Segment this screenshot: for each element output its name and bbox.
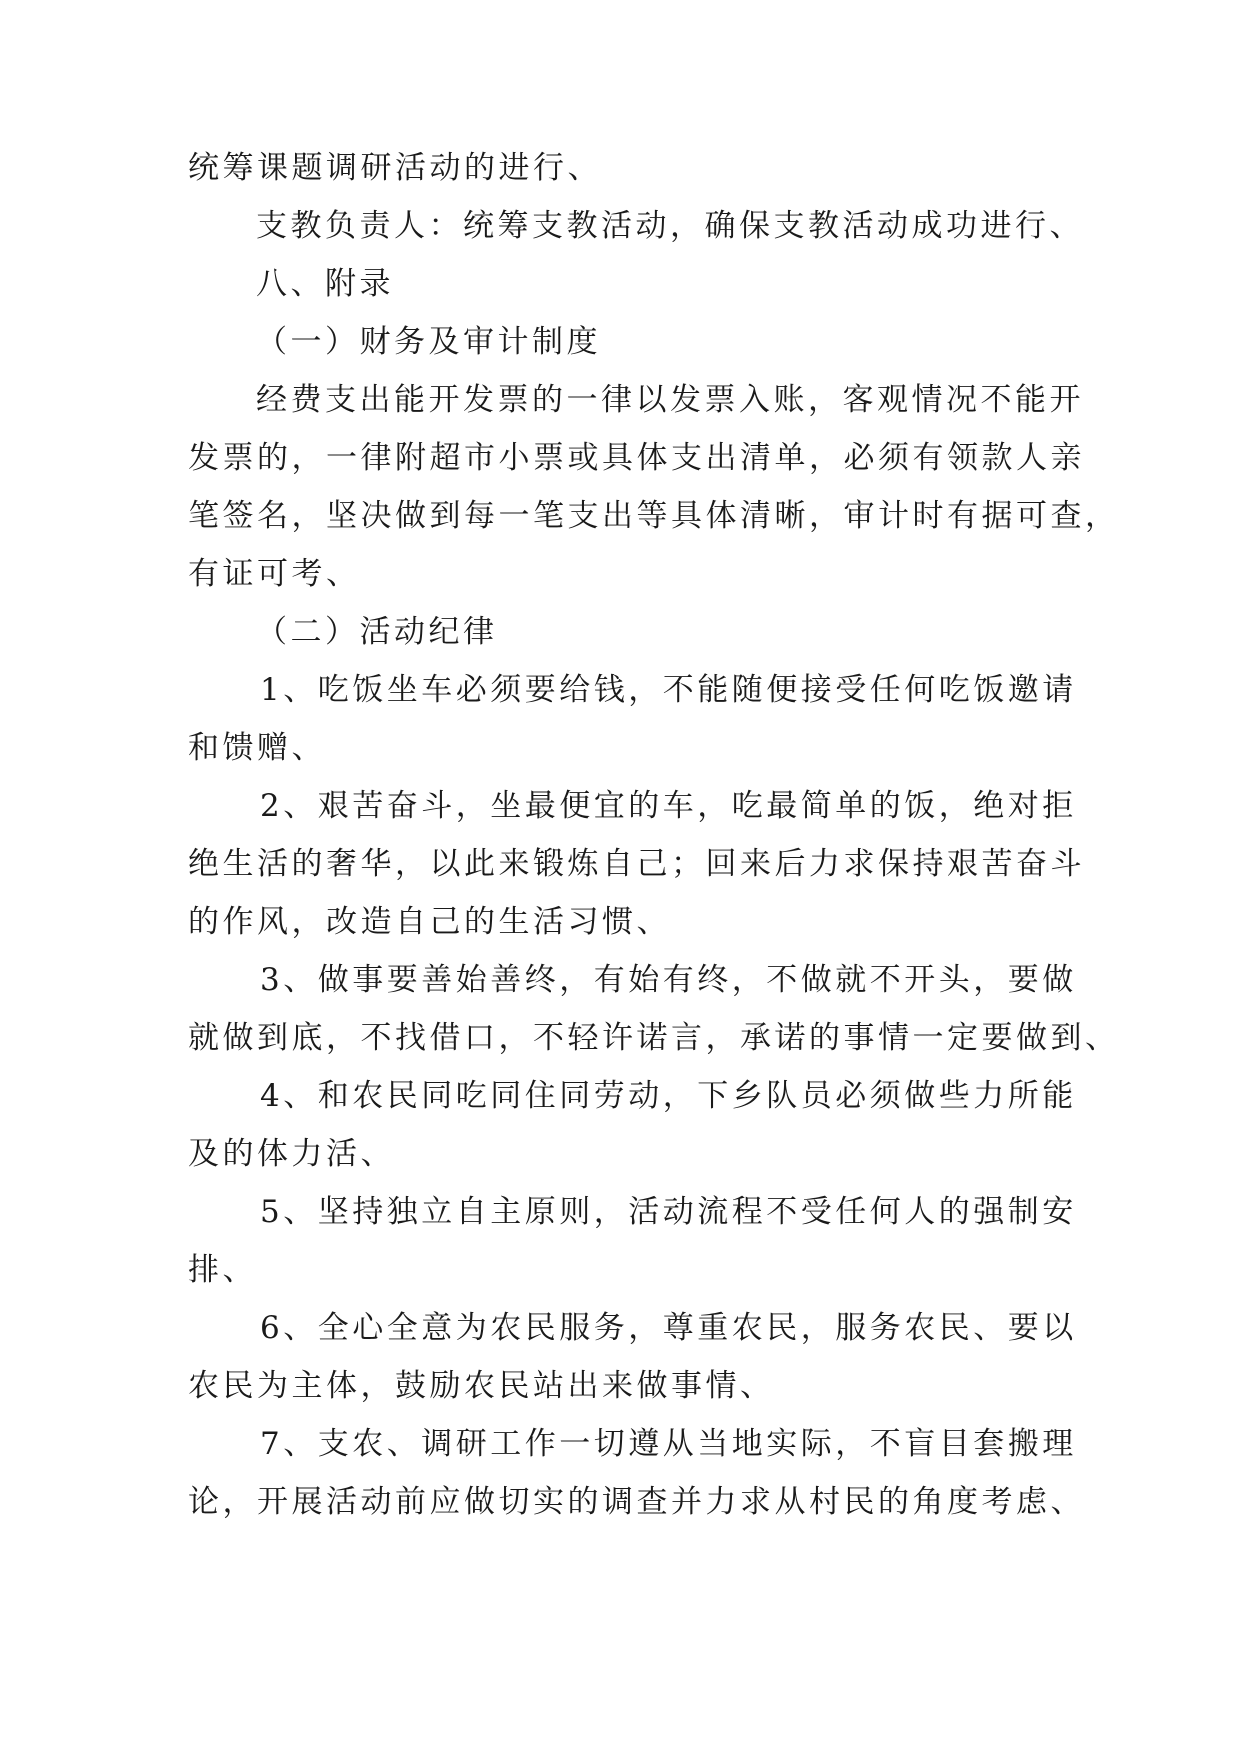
text-line: 笔签名，坚决做到每一笔支出等具体清晰，审计时有据可查， (188, 498, 1120, 534)
text-line: 论，开展活动前应做切实的调查并力求从村民的角度考虑、 (188, 1484, 1085, 1520)
text-line: 及的体力活、 (188, 1136, 395, 1172)
text-line: 3、做事要善始善终，有始有终，不做就不开头，要做 (260, 962, 1077, 998)
text-line: 农民为主体，鼓励农民站出来做事情、 (188, 1368, 775, 1404)
text-line: 排、 (188, 1252, 257, 1288)
text-line: 经费支出能开发票的一律以发票入账，客观情况不能开 (256, 382, 1084, 418)
text-line: 就做到底，不找借口，不轻许诺言，承诺的事情一定要做到、 (188, 1020, 1120, 1056)
text-line: 绝生活的奢华，以此来锻炼自己；回来后力求保持艰苦奋斗 (188, 846, 1085, 882)
text-line: 2、艰苦奋斗，坐最便宜的车，吃最简单的饭，绝对拒 (260, 788, 1077, 824)
text-line: 7、支农、调研工作一切遵从当地实际，不盲目套搬理 (260, 1426, 1077, 1462)
text-line: 有证可考、 (188, 556, 361, 592)
section-heading: 八、附录 (256, 266, 394, 302)
text-line: 发票的，一律附超市小票或具体支出清单，必须有领款人亲 (188, 440, 1085, 476)
text-line: 6、全心全意为农民服务，尊重农民，服务农民、要以 (260, 1310, 1077, 1346)
text-line: 统筹课题调研活动的进行、 (188, 150, 602, 186)
subsection-heading: （一）财务及审计制度 (256, 324, 601, 360)
text-line: 5、坚持独立自主原则，活动流程不受任何人的强制安 (260, 1194, 1077, 1230)
text-line: 支教负责人：统筹支教活动，确保支教活动成功进行、 (256, 208, 1084, 244)
text-line: 1、吃饭坐车必须要给钱，不能随便接受任何吃饭邀请 (260, 672, 1077, 708)
text-line: 的作风，改造自己的生活习惯、 (188, 904, 671, 940)
subsection-heading: （二）活动纪律 (256, 614, 498, 650)
text-line: 和馈赠、 (188, 730, 326, 766)
text-line: 4、和农民同吃同住同劳动，下乡队员必须做些力所能 (260, 1078, 1077, 1114)
